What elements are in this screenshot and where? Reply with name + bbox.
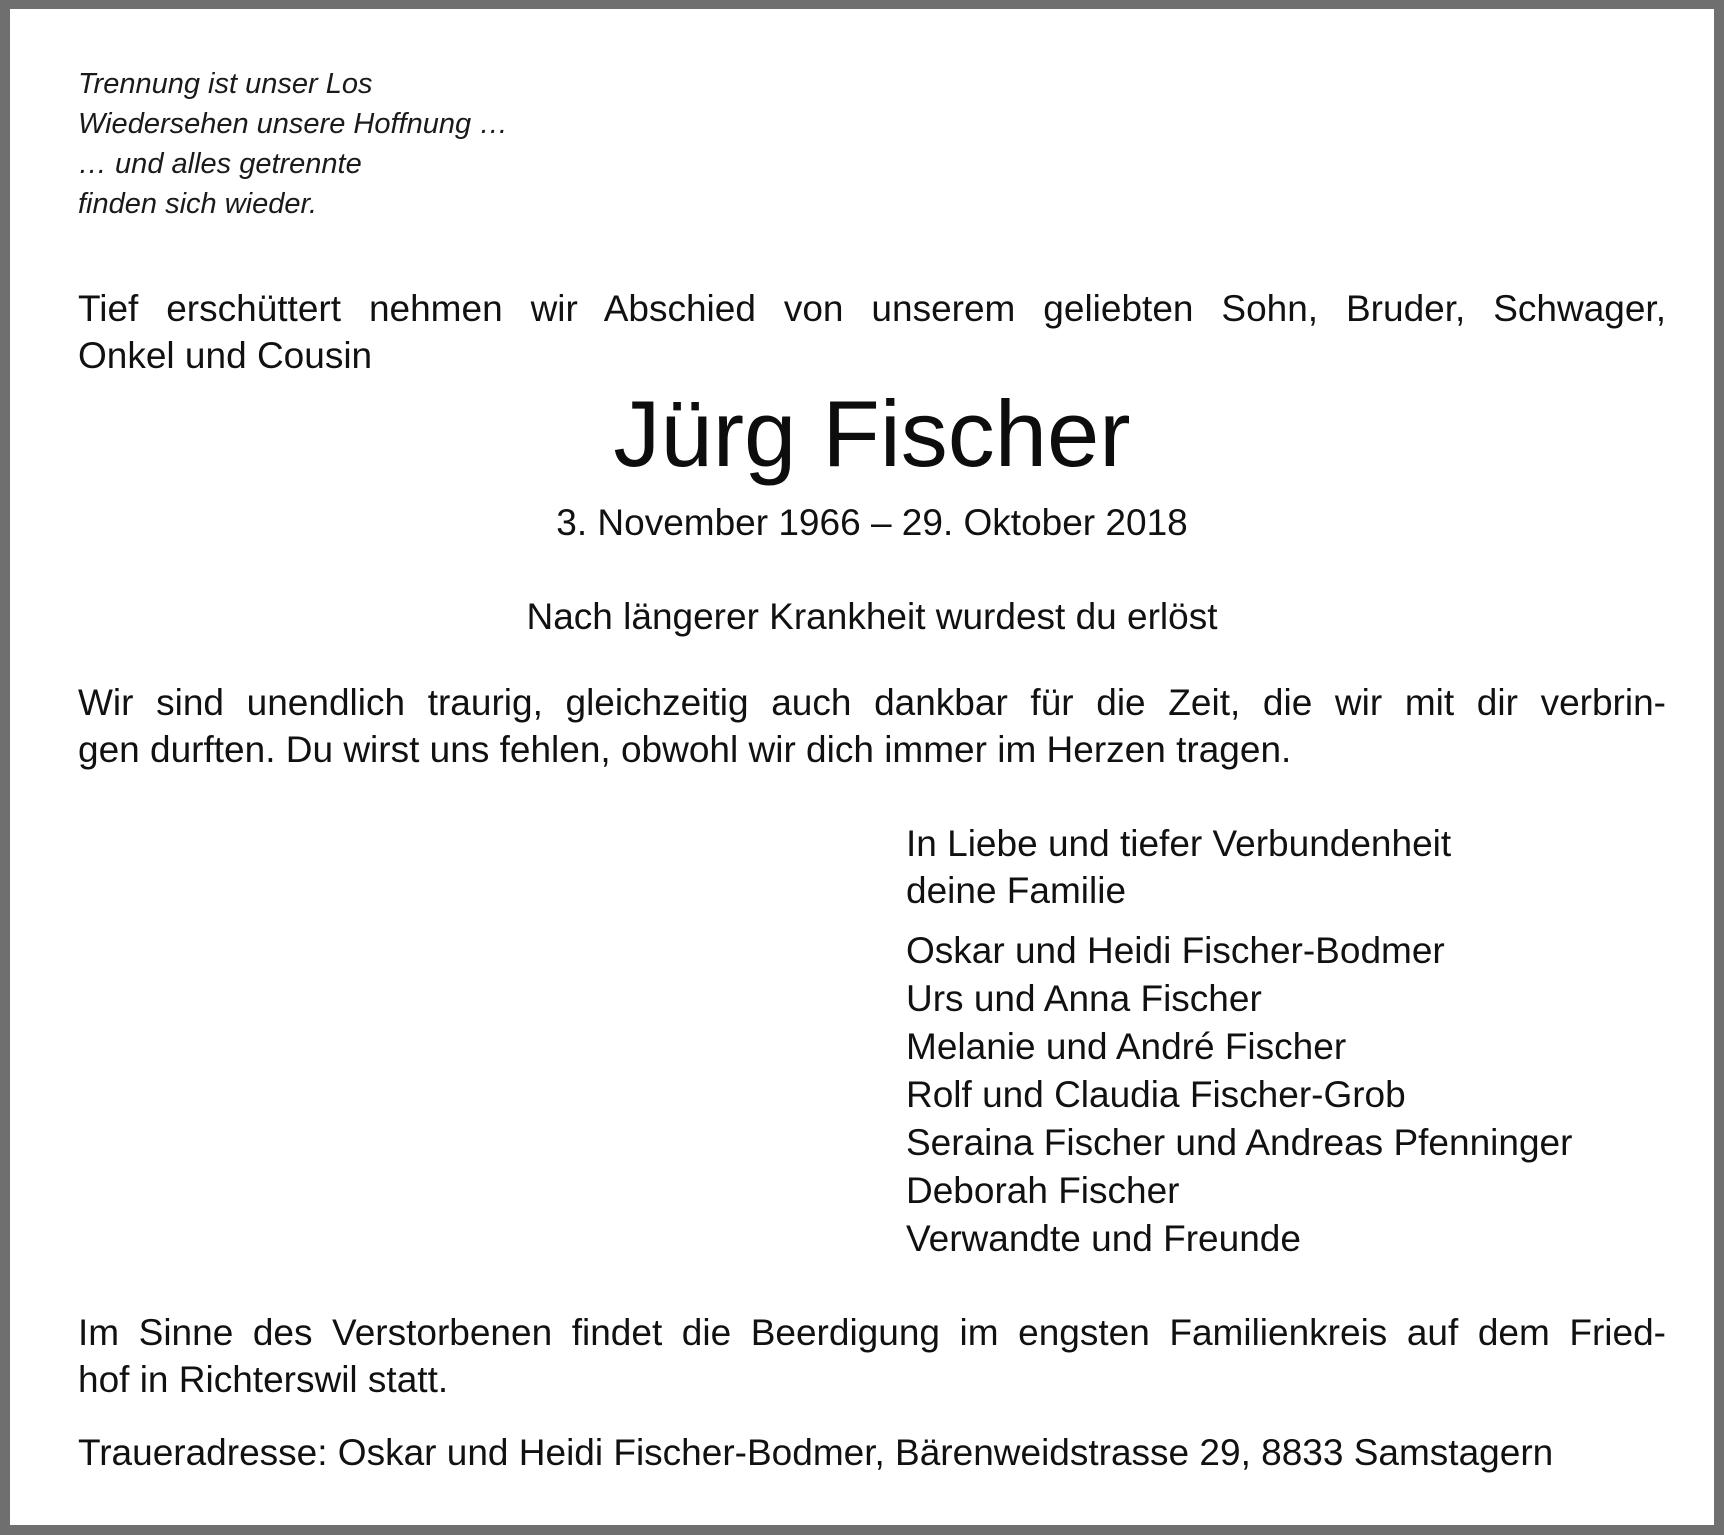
family-member: Deborah Fischer [906,1170,1180,1211]
mourning-address [78,1429,1666,1476]
family-member: Rolf und Claudia Fischer-Grob [906,1074,1406,1115]
motto-line: Wiedersehen unsere Hoffnung … [78,108,509,140]
family-member: Verwandte und Freunde [906,1218,1301,1259]
burial-line: Im Sinne des Verstorbenen findet die Beerdigung im engsten Familienkreis auf dem Fried- [78,1312,1666,1353]
deceased-name: Jürg Fischer [613,381,1131,486]
tribute-line: gen durften. Du wirst uns fehlen, obwohl wir dich immer im Herzen tragen. [78,729,1292,770]
closing-signature [906,820,1451,914]
released-line: Nach längerer Krankheit wurdest du erlöst [526,596,1218,637]
intro-line: Tief erschüttert nehmen wir Abschied von unserem geliebten Sohn, Bruder, Schwager, [78,288,1666,329]
burial-line: hof in Richterswil statt. [78,1359,449,1400]
motto-line: Trennung ist unser Los [78,68,373,100]
intro-line: Onkel und Cousin [78,335,373,376]
motto-verse [78,64,508,224]
family-member: Oskar und Heidi Fischer-Bodmer [906,930,1445,971]
family-member: Seraina Fischer und Andreas Pfenninger [906,1122,1573,1163]
family-member: Melanie und André Fischer [906,1026,1347,1067]
mourning-address-line: Traueradresse: Oskar und Heidi Fischer-Bodmer, Bärenweidstrasse 29, 8833 Samstagern [78,1432,1554,1473]
motto-line: finden sich wieder. [78,188,318,220]
tribute-line: Wir sind unendlich traurig, gleichzeitig auch dankbar für die Zeit, die wir mit dir verbrin- [78,682,1666,723]
tribute-paragraph [78,679,1666,773]
closing-line: deine Familie [906,870,1127,911]
family-member: Urs und Anna Fischer [906,978,1262,1019]
intro-paragraph [78,285,1666,379]
burial-note [78,1309,1666,1403]
motto-line: … und alles getrennte [78,148,362,180]
life-dates: 3. November 1966 – 29. Oktober 2018 [556,502,1188,543]
family-members-list [906,927,1572,1263]
closing-line: In Liebe und tiefer Verbundenheit [906,823,1452,864]
